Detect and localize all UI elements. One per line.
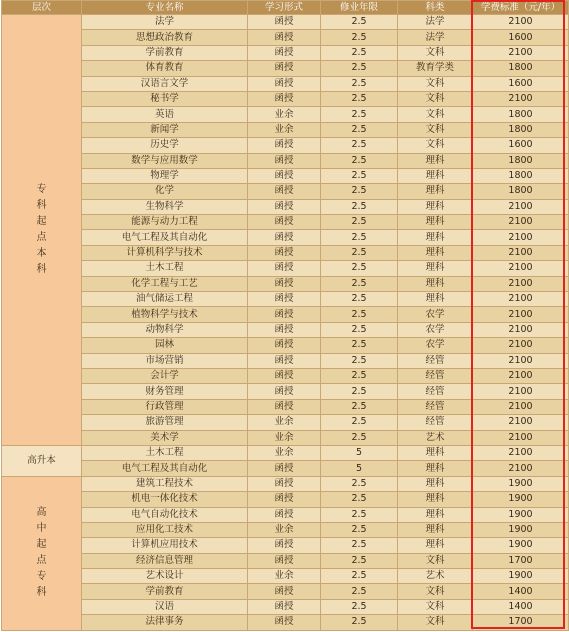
- cell-fee: 1800: [473, 168, 569, 183]
- table-row: [2, 30, 569, 45]
- cell-major: 财务管理: [82, 384, 248, 399]
- table-row: [2, 599, 569, 614]
- table-row: [2, 507, 569, 522]
- cell-category: 理科: [398, 215, 473, 230]
- cell-years: 2.5: [321, 292, 398, 307]
- cell-fee: 1900: [473, 507, 569, 522]
- cell-form: 函授: [248, 384, 321, 399]
- cell-category: 理科: [398, 476, 473, 491]
- cell-category: 理科: [398, 445, 473, 460]
- cell-major: 建筑工程技术: [82, 476, 248, 491]
- cell-major: 思想政治教育: [82, 30, 248, 45]
- cell-years: 2.5: [321, 569, 398, 584]
- cell-form: 函授: [248, 61, 321, 76]
- cell-category: 理科: [398, 276, 473, 291]
- cell-major: 土木工程: [82, 445, 248, 460]
- cell-years: 2.5: [321, 153, 398, 168]
- cell-years: 2.5: [321, 45, 398, 60]
- header-fee: 学费标准（元/年）: [473, 1, 569, 15]
- cell-major: 计算机应用技术: [82, 538, 248, 553]
- cell-fee: 1800: [473, 122, 569, 137]
- cell-years: 5: [321, 445, 398, 460]
- cell-form: 函授: [248, 553, 321, 568]
- cell-fee: 1600: [473, 138, 569, 153]
- cell-category: 文科: [398, 91, 473, 106]
- cell-category: 文科: [398, 122, 473, 137]
- cell-major: 学前教育: [82, 584, 248, 599]
- cell-major: 汉语言文学: [82, 76, 248, 91]
- cell-category: 理科: [398, 261, 473, 276]
- cell-years: 2.5: [321, 184, 398, 199]
- cell-form: 函授: [248, 245, 321, 260]
- level-cell: [2, 476, 82, 630]
- cell-form: 函授: [248, 15, 321, 30]
- table-row: [2, 415, 569, 430]
- table-row: [2, 199, 569, 214]
- cell-category: 文科: [398, 584, 473, 599]
- cell-major: 应用化工技术: [82, 522, 248, 537]
- cell-years: 2.5: [321, 276, 398, 291]
- cell-form: 函授: [248, 76, 321, 91]
- cell-form: 函授: [248, 45, 321, 60]
- cell-major: 市场营销: [82, 353, 248, 368]
- cell-major: 学前教育: [82, 45, 248, 60]
- cell-form: 函授: [248, 261, 321, 276]
- cell-fee: 1800: [473, 184, 569, 199]
- table-row: [2, 461, 569, 476]
- table-row: [2, 492, 569, 507]
- cell-form: 函授: [248, 153, 321, 168]
- level-cell: 高升本: [2, 445, 82, 476]
- cell-form: 函授: [248, 476, 321, 491]
- cell-fee: 2100: [473, 353, 569, 368]
- cell-category: 理科: [398, 245, 473, 260]
- cell-form: 函授: [248, 276, 321, 291]
- cell-category: 法学: [398, 30, 473, 45]
- table-row: [2, 522, 569, 537]
- cell-fee: 2100: [473, 415, 569, 430]
- cell-major: 新闻学: [82, 122, 248, 137]
- cell-fee: 1600: [473, 76, 569, 91]
- cell-years: 2.5: [321, 215, 398, 230]
- table-row: [2, 445, 569, 460]
- cell-years: 2.5: [321, 384, 398, 399]
- table-row: [2, 61, 569, 76]
- table-row: [2, 384, 569, 399]
- cell-fee: 2100: [473, 215, 569, 230]
- header-years: 修业年限: [321, 1, 398, 15]
- cell-form: 函授: [248, 492, 321, 507]
- table-row: [2, 138, 569, 153]
- cell-form: 函授: [248, 338, 321, 353]
- cell-fee: 1900: [473, 492, 569, 507]
- table-row: [2, 368, 569, 383]
- cell-category: 理科: [398, 492, 473, 507]
- cell-major: 物理学: [82, 168, 248, 183]
- cell-years: 2.5: [321, 138, 398, 153]
- cell-years: 2.5: [321, 76, 398, 91]
- cell-category: 法学: [398, 15, 473, 30]
- cell-fee: 1800: [473, 153, 569, 168]
- cell-years: 2.5: [321, 615, 398, 630]
- cell-category: 艺术: [398, 569, 473, 584]
- cell-years: 2.5: [321, 245, 398, 260]
- table-row: [2, 91, 569, 106]
- cell-fee: 2100: [473, 399, 569, 414]
- cell-years: 2.5: [321, 368, 398, 383]
- cell-fee: 1900: [473, 538, 569, 553]
- cell-fee: 1400: [473, 599, 569, 614]
- cell-major: 动物科学: [82, 322, 248, 337]
- table-row: [2, 261, 569, 276]
- table-body: [2, 15, 569, 631]
- cell-category: 理科: [398, 292, 473, 307]
- cell-major: 能源与动力工程: [82, 215, 248, 230]
- table-row: [2, 553, 569, 568]
- cell-years: 2.5: [321, 415, 398, 430]
- cell-years: 2.5: [321, 599, 398, 614]
- cell-form: 函授: [248, 215, 321, 230]
- cell-years: 2.5: [321, 15, 398, 30]
- cell-fee: 1600: [473, 30, 569, 45]
- cell-years: 2.5: [321, 261, 398, 276]
- table-row: [2, 322, 569, 337]
- cell-major: 机电一体化技术: [82, 492, 248, 507]
- cell-fee: 2100: [473, 368, 569, 383]
- cell-years: 2.5: [321, 553, 398, 568]
- cell-major: 艺术设计: [82, 569, 248, 584]
- table-row: [2, 569, 569, 584]
- cell-fee: 1900: [473, 476, 569, 491]
- cell-category: 文科: [398, 107, 473, 122]
- cell-form: 函授: [248, 507, 321, 522]
- cell-category: 文科: [398, 599, 473, 614]
- cell-form: 业余: [248, 122, 321, 137]
- header-major: 专业名称: [82, 1, 248, 15]
- cell-fee: 2100: [473, 445, 569, 460]
- cell-years: 2.5: [321, 30, 398, 45]
- cell-major: 会计学: [82, 368, 248, 383]
- cell-major: 法律事务: [82, 615, 248, 630]
- cell-major: 电气工程及其自动化: [82, 230, 248, 245]
- table-row: [2, 76, 569, 91]
- cell-form: 函授: [248, 138, 321, 153]
- cell-years: 2.5: [321, 538, 398, 553]
- cell-years: 2.5: [321, 122, 398, 137]
- cell-category: 艺术: [398, 430, 473, 445]
- cell-category: 农学: [398, 322, 473, 337]
- table-row: [2, 353, 569, 368]
- cell-fee: 2100: [473, 322, 569, 337]
- cell-fee: 1700: [473, 615, 569, 630]
- cell-category: 文科: [398, 76, 473, 91]
- table-row: [2, 107, 569, 122]
- cell-category: 理科: [398, 153, 473, 168]
- cell-form: 函授: [248, 399, 321, 414]
- cell-form: 函授: [248, 584, 321, 599]
- header-category: 科类: [398, 1, 473, 15]
- cell-years: 2.5: [321, 507, 398, 522]
- cell-form: 函授: [248, 307, 321, 322]
- cell-major: 历史学: [82, 138, 248, 153]
- cell-fee: 2100: [473, 276, 569, 291]
- cell-form: 函授: [248, 184, 321, 199]
- cell-years: 5: [321, 461, 398, 476]
- table-header: [2, 1, 569, 15]
- cell-form: 函授: [248, 230, 321, 245]
- table-row: [2, 184, 569, 199]
- cell-category: 理科: [398, 461, 473, 476]
- cell-major: 化学: [82, 184, 248, 199]
- cell-form: 函授: [248, 91, 321, 106]
- table-row: [2, 230, 569, 245]
- cell-years: 2.5: [321, 91, 398, 106]
- cell-category: 文科: [398, 138, 473, 153]
- level-label: 高中起点专科: [36, 507, 47, 599]
- cell-years: 2.5: [321, 61, 398, 76]
- cell-form: 业余: [248, 107, 321, 122]
- cell-major: 土木工程: [82, 261, 248, 276]
- cell-category: 理科: [398, 199, 473, 214]
- table-row: [2, 476, 569, 491]
- table-row: [2, 307, 569, 322]
- cell-fee: 2100: [473, 15, 569, 30]
- cell-form: 函授: [248, 353, 321, 368]
- cell-major: 电气工程及其自动化: [82, 461, 248, 476]
- cell-years: 2.5: [321, 492, 398, 507]
- cell-fee: 1900: [473, 569, 569, 584]
- cell-form: 函授: [248, 199, 321, 214]
- cell-category: 经管: [398, 415, 473, 430]
- cell-category: 经管: [398, 353, 473, 368]
- table-row: [2, 615, 569, 630]
- table-row: [2, 45, 569, 60]
- level-label: 专科起点本科: [36, 183, 47, 275]
- cell-major: 化学工程与工艺: [82, 276, 248, 291]
- cell-category: 理科: [398, 538, 473, 553]
- cell-form: 函授: [248, 168, 321, 183]
- cell-fee: 2100: [473, 430, 569, 445]
- table-row: [2, 215, 569, 230]
- table-row: [2, 153, 569, 168]
- cell-major: 经济信息管理: [82, 553, 248, 568]
- header-level: 层次: [2, 1, 82, 15]
- cell-form: 函授: [248, 30, 321, 45]
- cell-years: 2.5: [321, 307, 398, 322]
- cell-fee: 1800: [473, 107, 569, 122]
- cell-category: 理科: [398, 522, 473, 537]
- cell-fee: 1800: [473, 61, 569, 76]
- table-row: [2, 292, 569, 307]
- cell-major: 油气储运工程: [82, 292, 248, 307]
- header-form: 学习形式: [248, 1, 321, 15]
- cell-fee: 2100: [473, 338, 569, 353]
- cell-fee: 2100: [473, 261, 569, 276]
- cell-fee: 2100: [473, 45, 569, 60]
- cell-category: 农学: [398, 307, 473, 322]
- cell-category: 理科: [398, 230, 473, 245]
- cell-fee: 2100: [473, 91, 569, 106]
- cell-years: 2.5: [321, 476, 398, 491]
- cell-category: 教育学类: [398, 61, 473, 76]
- cell-years: 2.5: [321, 430, 398, 445]
- cell-major: 法学: [82, 15, 248, 30]
- cell-fee: 2100: [473, 230, 569, 245]
- cell-form: 业余: [248, 415, 321, 430]
- cell-major: 体育教育: [82, 61, 248, 76]
- table-row: [2, 15, 569, 30]
- cell-fee: 2100: [473, 245, 569, 260]
- table-row: [2, 245, 569, 260]
- table-row: [2, 430, 569, 445]
- cell-major: 旅游管理: [82, 415, 248, 430]
- cell-major: 电气自动化技术: [82, 507, 248, 522]
- cell-form: 函授: [248, 461, 321, 476]
- cell-category: 文科: [398, 45, 473, 60]
- cell-years: 2.5: [321, 168, 398, 183]
- table-row: [2, 399, 569, 414]
- cell-form: 函授: [248, 368, 321, 383]
- cell-major: 汉语: [82, 599, 248, 614]
- cell-fee: 1400: [473, 584, 569, 599]
- table-row: [2, 538, 569, 553]
- cell-fee: 2100: [473, 292, 569, 307]
- cell-fee: 1900: [473, 522, 569, 537]
- cell-fee: 1700: [473, 553, 569, 568]
- cell-major: 计算机科学与技术: [82, 245, 248, 260]
- cell-fee: 2100: [473, 199, 569, 214]
- cell-form: 业余: [248, 522, 321, 537]
- cell-major: 行政管理: [82, 399, 248, 414]
- cell-category: 理科: [398, 507, 473, 522]
- table-row: [2, 276, 569, 291]
- cell-form: 业余: [248, 430, 321, 445]
- cell-category: 经管: [398, 399, 473, 414]
- cell-major: 秘书学: [82, 91, 248, 106]
- cell-years: 2.5: [321, 584, 398, 599]
- cell-years: 2.5: [321, 353, 398, 368]
- cell-fee: 2100: [473, 307, 569, 322]
- cell-years: 2.5: [321, 230, 398, 245]
- table-row: [2, 122, 569, 137]
- cell-category: 农学: [398, 338, 473, 353]
- cell-fee: 2100: [473, 384, 569, 399]
- level-cell: [2, 15, 82, 446]
- cell-form: 业余: [248, 569, 321, 584]
- cell-years: 2.5: [321, 322, 398, 337]
- cell-major: 生物科学: [82, 199, 248, 214]
- cell-form: 业余: [248, 445, 321, 460]
- cell-major: 园林: [82, 338, 248, 353]
- table-row: [2, 168, 569, 183]
- cell-category: 文科: [398, 553, 473, 568]
- cell-years: 2.5: [321, 199, 398, 214]
- cell-years: 2.5: [321, 399, 398, 414]
- cell-category: 文科: [398, 615, 473, 630]
- cell-category: 理科: [398, 168, 473, 183]
- cell-fee: 2100: [473, 461, 569, 476]
- cell-years: 2.5: [321, 107, 398, 122]
- cell-major: 美术学: [82, 430, 248, 445]
- cell-form: 函授: [248, 599, 321, 614]
- fee-table: [1, 0, 569, 631]
- cell-form: 函授: [248, 615, 321, 630]
- cell-category: 经管: [398, 384, 473, 399]
- table-row: [2, 338, 569, 353]
- cell-form: 函授: [248, 322, 321, 337]
- cell-major: 英语: [82, 107, 248, 122]
- cell-years: 2.5: [321, 338, 398, 353]
- cell-form: 函授: [248, 292, 321, 307]
- cell-major: 数学与应用数学: [82, 153, 248, 168]
- cell-years: 2.5: [321, 522, 398, 537]
- cell-form: 函授: [248, 538, 321, 553]
- table-row: [2, 584, 569, 599]
- cell-category: 理科: [398, 184, 473, 199]
- cell-major: 植物科学与技术: [82, 307, 248, 322]
- cell-category: 经管: [398, 368, 473, 383]
